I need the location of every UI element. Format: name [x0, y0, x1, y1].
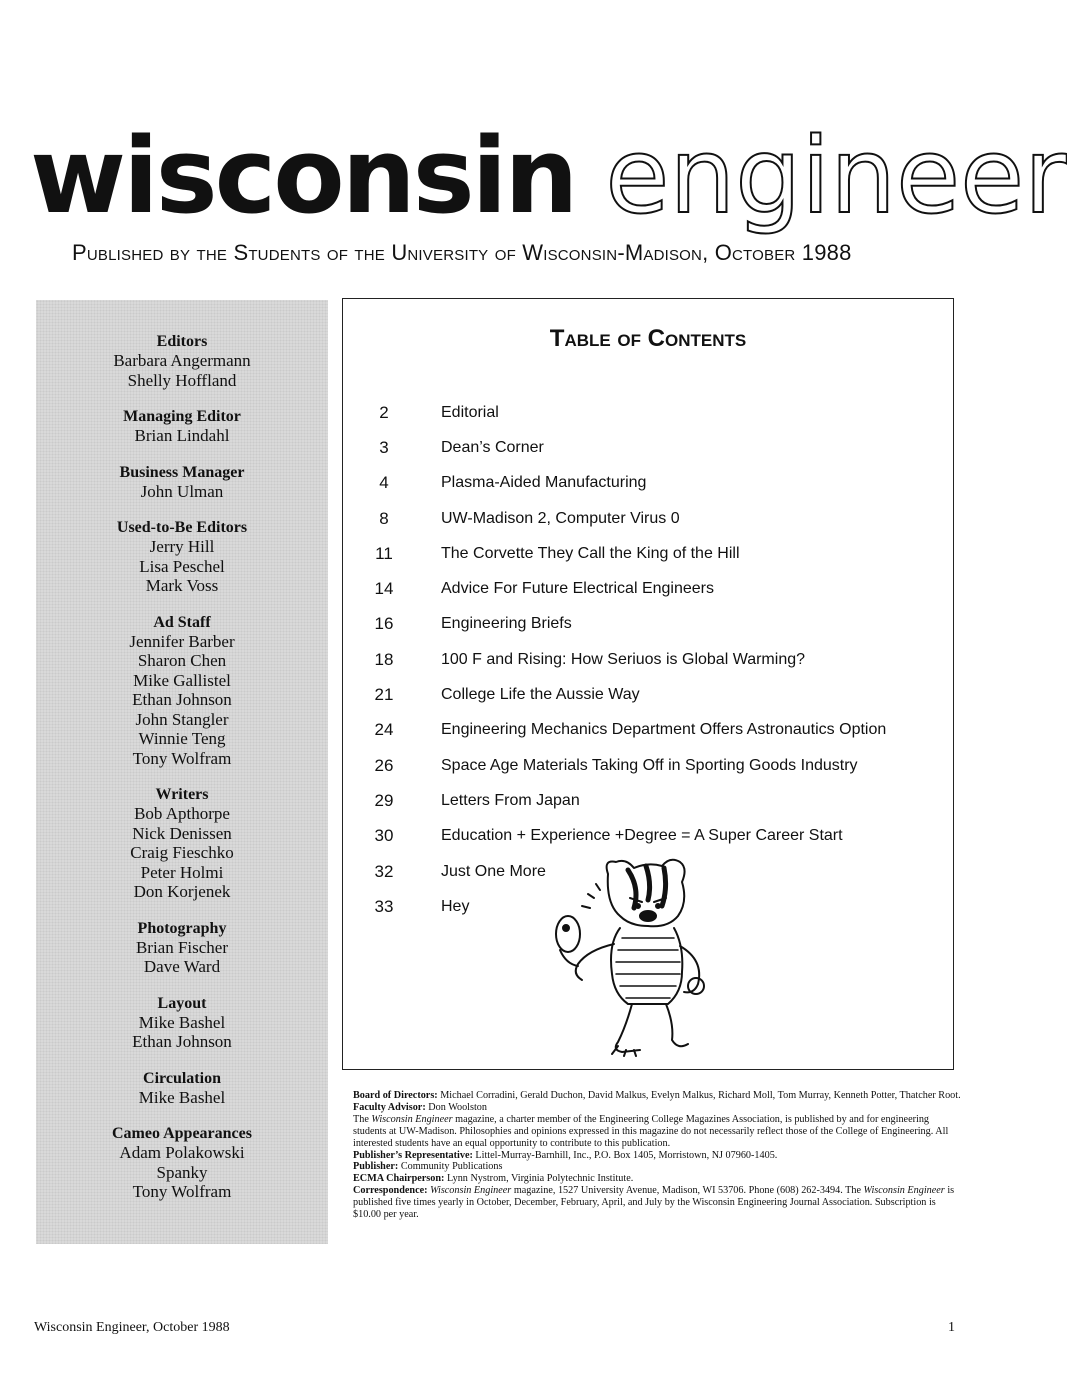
board-of-directors: Board of Directors: Michael Corradini, Gerald Duchon, David Malkus, Evelyn Malkus, Richard Moll, Tom Murray, Kenneth Potter, Thatcher Root.: [353, 1090, 961, 1101]
toc-entry: [343, 748, 953, 783]
toc-article-title: College Life the Aussie Way: [441, 686, 640, 704]
staff-name: John Stangler: [135, 709, 229, 729]
toc-article-title: Advice For Future Electrical Engineers: [441, 580, 714, 598]
masthead-word-engineer: engineer: [605, 115, 1067, 237]
staff-name: Jennifer Barber: [129, 631, 235, 651]
page-number: 1: [948, 1320, 955, 1335]
toc-entry: [343, 819, 953, 854]
staff-group: [36, 1069, 328, 1108]
staff-name: Bob Apthorpe: [134, 804, 230, 823]
staff-role: Layout: [157, 994, 207, 1012]
staff-name: Mike Bashel: [138, 1012, 226, 1032]
staff-group: [36, 332, 328, 390]
toc-page-number: 2: [379, 402, 389, 422]
toc-article-title: Hey: [441, 897, 470, 915]
staff-role: Business Manager: [119, 463, 245, 481]
staff-group: [36, 463, 328, 502]
staff-name: Winnie Teng: [138, 729, 226, 748]
staff-name: Dave Ward: [143, 957, 221, 976]
staff-role: Cameo Appearances: [112, 1125, 252, 1142]
masthead-word-wisconsin: wisconsin: [30, 115, 576, 237]
staff-name: Tony Wolfram: [132, 748, 232, 768]
toc-article-title: UW-Madison 2, Computer Virus 0: [441, 509, 680, 527]
staff-name: Jerry Hill: [149, 537, 215, 556]
toc-page-number: 26: [374, 755, 394, 775]
toc-page-number: 8: [379, 508, 389, 528]
toc-article-title: Engineering Mechanics Department Offers Astronautics Option: [441, 721, 887, 739]
toc-article-title: Dean’s Corner: [441, 438, 544, 456]
badger-mascot-icon: [548, 854, 748, 1059]
toc-article-title: Just One More: [441, 862, 546, 880]
toc-entry: [343, 395, 953, 430]
toc-article-title: Engineering Briefs: [441, 615, 572, 633]
staff-name: Mark Voss: [145, 576, 219, 595]
toc-entry: [343, 713, 953, 748]
toc-entry: [343, 536, 953, 571]
toc-article-title: Plasma-Aided Manufacturing: [441, 474, 647, 492]
staff-name: Shelly Hoffland: [127, 370, 237, 390]
toc-page-number: 32: [374, 861, 394, 881]
staff-sidebar: [36, 300, 328, 1244]
staff-name: Brian Fischer: [135, 937, 229, 957]
publication-subtitle: Published by the Students of the University of Wisconsin-Madison, October 1988: [72, 240, 852, 265]
toc-entry: [343, 466, 953, 501]
staff-name: Lisa Peschel: [139, 556, 225, 576]
staff-group: [36, 785, 328, 902]
toc-list: [343, 395, 953, 924]
staff-name: Ethan Johnson: [132, 1032, 232, 1051]
staff-name: John Ulman: [140, 481, 224, 501]
toc-page-number: 30: [374, 826, 394, 846]
publishers-representative: Publisher’s Representative: Littel-Murray-Barnhill, Inc., P.O. Box 1405, Morristown, NJ 07960-1405.: [353, 1149, 778, 1161]
toc-entry: [343, 571, 953, 606]
toc-page-number: 29: [374, 790, 394, 810]
toc-entry: [343, 430, 953, 465]
toc-article-title: Letters From Japan: [441, 791, 580, 809]
staff-group: [36, 919, 328, 977]
staff-name: Spanky: [156, 1162, 208, 1182]
correspondence: Correspondence: Wisconsin Engineer magazine, 1527 University Avenue, Madison, WI 53706. Phone (608) 262-3494. The Wisconsin Engineer is published five times yearly in October, December, February, April, and July by the Wisconsin Engineering Journal Association. Subscription is $10.00 per year.: [353, 1185, 955, 1221]
toc-entry: [343, 501, 953, 536]
staff-role: Circulation: [143, 1069, 221, 1087]
toc-article-title: Space Age Materials Taking Off in Sporting Goods Industry: [441, 756, 858, 774]
toc-page-number: 11: [375, 543, 393, 563]
toc-page-number: 18: [374, 649, 394, 669]
toc-entry: [343, 783, 953, 818]
staff-role: Used-to-Be Editors: [116, 519, 248, 536]
toc-article-title: 100 F and Rising: How Seriuos is Global Warming?: [441, 650, 806, 668]
toc-entry: [343, 677, 953, 712]
staff-name: Craig Fieschko: [130, 843, 234, 862]
staff-name: Nick Denissen: [132, 823, 232, 843]
staff-name: Mike Bashel: [138, 1087, 226, 1107]
staff-role: Writers: [155, 786, 209, 803]
staff-group: [36, 518, 328, 596]
toc-article-title: Education + Experience +Degree = A Super Career Start: [441, 827, 843, 845]
staff-name: Sharon Chen: [137, 651, 227, 670]
toc-entry: [343, 607, 953, 642]
staff-role: Photography: [137, 919, 227, 937]
toc-page-number: 33: [374, 896, 394, 916]
toc-page-number: 16: [374, 614, 394, 634]
toc-page-number: 14: [374, 579, 394, 599]
toc-page-number: 21: [374, 685, 394, 705]
faculty-advisor: Faculty Advisor: Don Woolston: [353, 1101, 487, 1113]
about-magazine: The Wisconsin Engineer magazine, a charter member of the Engineering College Magazines Association, is published by and for engineering students at UW-Madison. Philosophies and opinions expressed in this magazine do not necessarily reflect those of the College of Engineering. All interested students have an equal opportunity to contribute to this publication.: [353, 1113, 949, 1149]
publisher: Publisher: Community Publications: [353, 1161, 503, 1173]
ecma-chairperson: ECMA Chairperson: Lynn Nystrom, Virginia Polytechnic Institute.: [353, 1173, 634, 1185]
toc-article-title: Editorial: [441, 403, 499, 421]
toc-entry: [343, 642, 953, 677]
masthead-logo: [30, 108, 1067, 237]
staff-name: Adam Polakowski: [119, 1143, 245, 1162]
toc-title: Table of Contents: [549, 325, 747, 352]
staff-group: [36, 1124, 328, 1202]
staff-list: [36, 300, 328, 1202]
credits-fine-print: [353, 1090, 963, 1221]
staff-role: Managing Editor: [123, 408, 241, 425]
staff-name: Barbara Angermann: [113, 351, 251, 370]
staff-name: Peter Holmi: [140, 862, 224, 882]
staff-name: Don Korjenek: [133, 882, 231, 901]
footer-publication-line: Wisconsin Engineer, October 1988: [34, 1320, 230, 1335]
staff-name: Tony Wolfram: [132, 1182, 232, 1201]
staff-name: Ethan Johnson: [132, 690, 232, 709]
toc-page-number: 3: [379, 437, 389, 457]
staff-role: Ad Staff: [153, 613, 211, 631]
staff-group: [36, 994, 328, 1052]
staff-group: [36, 407, 328, 446]
toc-page-number: 24: [374, 720, 394, 740]
table-of-contents: [342, 298, 954, 1070]
staff-name: Mike Gallistel: [133, 670, 231, 690]
staff-name: Brian Lindahl: [134, 426, 230, 445]
toc-article-title: The Corvette They Call the King of the Hill: [441, 544, 740, 562]
staff-group: [36, 613, 328, 769]
staff-role: Editors: [156, 333, 208, 350]
toc-page-number: 4: [379, 473, 389, 493]
